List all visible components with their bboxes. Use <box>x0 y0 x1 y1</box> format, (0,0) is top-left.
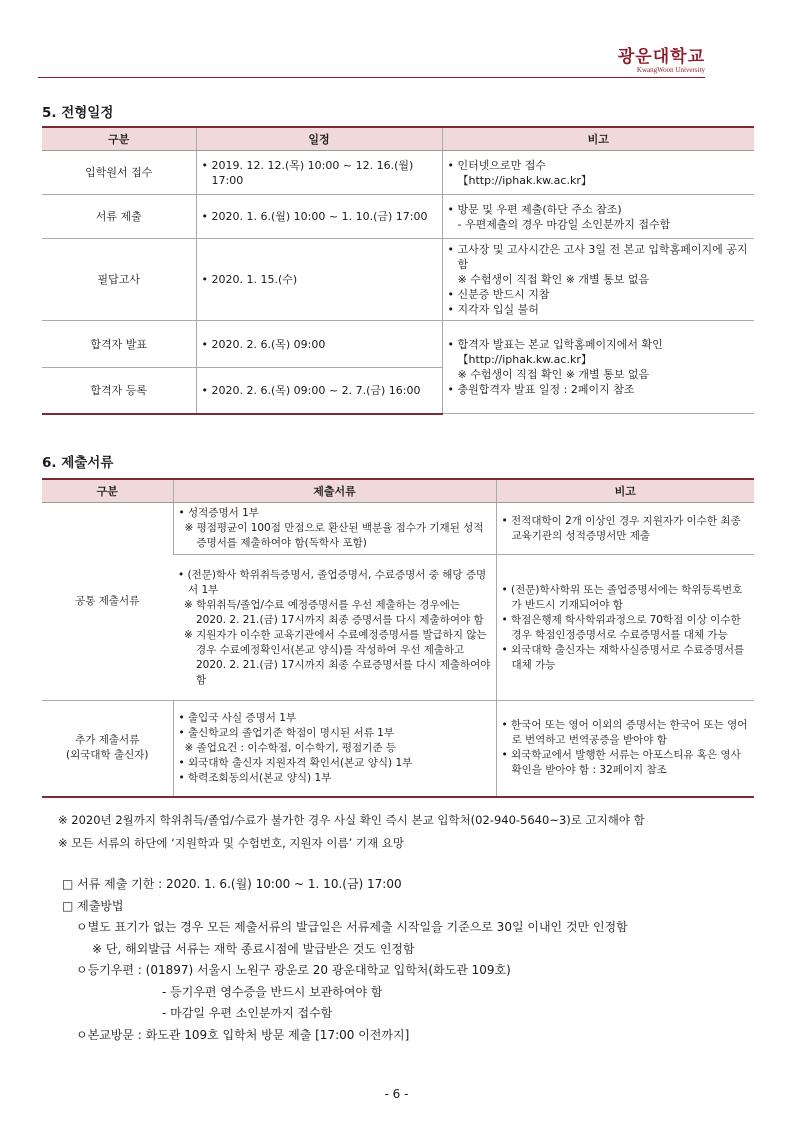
section6-title: 6. 제출서류 <box>42 455 114 471</box>
table-row: 입학원서 접수 • 2019. 12. 12.(목) 10:00 ~ 12. 16.(월) 17:00 • 인터넷으로만 접수 【http://iphak.kw.ac.kr】 <box>42 151 754 195</box>
table-row: 필답고사 • 2020. 1. 15.(수) • 고사장 및 고사시간은 고사 3일 전 본교 입학홈페이지에 공지함 ※ 수험생이 직접 확인 ※ 개별 통보 없음 • 신분증 반드시 지참 • 지각자 입실 불허 <box>42 239 754 321</box>
documents-table: 구분 제출서류 비고 공통 제출서류 • 성적증명서 1부 ※ 평점평균이 100점 만점으로 환산된 백분율 점수가 기재된 성적증명서를 제출하여야 함(독학사 포함) • 전적대학이 2개 이상인 경우 지원자가 이수한 최종 교육기관의 성적증명서만 제출 • (전문)학사 학위취득증명서, 졸업증명서, 수료증명서 중 해당 증명서 1부 ※ 학위취득/졸업/수료 예정증명서를 우선 제출하는 경우에는 2020. 2. 21.(금) 17시까지 최종 증명서를 다시 제출하여야 함 ※ 지원자가 이수한 교육기관에서 수료예정증명서를 발급하지 않는 경우 수료예정확인서(본교 양식)를 작성하여 우선 제출하고 2020. 2. 21.(금) 17시까지 최종 수료증명서를 다시 제출하여야 함 • (전문)학사학위 또는 졸업증명서에는 학위등록번호가 반드시 기재되어야 함 • 학점은행제 학사학위과정으로 70학점 이상 이수한 경우 학점인정증명서로 수료증명서를 대체 가능 • 외국대학 출신자는 재학사실증명서로 수료증명서를 대체 가능 추가 제출서류 (외국대학 출신자) • 출입국 사실 증명서 1부 • 출신학교의 졸업기준 학점이 명시된 서류 1부 ※ 졸업요건 : 이수학점, 이수학기, 평점기준 등 • 외국대학 출신자 지원자격 확인서(본교 양식) 1부 • 학력조회동의서(본교 양식) 1부 • 한국어 또는 영어 이외의 증명서는 한국어 또는 영어로 번역하고 번역공증을 받아야 함 • 외국학교에서 발행한 서류는 아포스티유 혹은 영사확인을 받아야 함 : 32페이지 참조 <box>42 478 754 798</box>
submission-deadline: □ 서류 제출 기한 : 2020. 1. 6.(월) 10:00 ~ 1. 10.(금) 17:00 <box>62 877 402 891</box>
section5-title: 5. 전형일정 <box>42 105 114 121</box>
logo-english: KwangWoon University <box>636 66 705 74</box>
table-row: 합격자 발표 • 2020. 2. 6.(목) 09:00 • 합격자 발표는 본교 입학홈페이지에서 확인 【http://iphak.kw.ac.kr】 ※ 수험생이 직접 확인 ※ 개별 통보 없음 • 충원합격자 발표 일정 : 2페이지 참조 <box>42 321 754 368</box>
submission-section: □ 서류 제출 기한 : 2020. 1. 6.(월) 10:00 ~ 1. 10.(금) 17:00 □ 제출방법 ㅇ별도 표기가 없는 경우 모든 제출서류의 발급일은 서류제출 시작일을 기준으로 30일 이내인 것만 인정함 ※ 단, 해외발급 서류는 재학 종료시점에 발급받은 것도 인정함 ㅇ등기우편 : (01897) 서울시 노원구 광운로 20 광운대학교 입학처(화도관 109호) - 등기우편 영수증을 반드시 보관하여야 함 - 마감일 우편 소인분까지 접수함 ㅇ본교방문 : 화도관 109호 입학처 방문 제출 [17:00 이전까지] <box>62 874 628 1046</box>
table-row: 공통 제출서류 • 성적증명서 1부 ※ 평점평균이 100점 만점으로 환산된 백분율 점수가 기재된 성적증명서를 제출하여야 함(독학사 포함) • 전적대학이 2개 이상인 경우 지원자가 이수한 최종 교육기관의 성적증명서만 제출 <box>42 503 754 555</box>
note-line: ※ 모든 서류의 하단에 ‘지원학과 및 수험번호, 지원자 이름’ 기재 요망 <box>58 836 404 850</box>
note-line: ※ 2020년 2월까지 학위취득/졸업/수료가 불가한 경우 사실 확인 즉시 본교 입학처(02-940-5640~3)로 고지해야 함 <box>58 813 645 827</box>
table-row: 합격자 등록 • 2020. 2. 6.(목) 09:00 ~ 2. 7.(금) 16:00 <box>42 368 754 414</box>
university-logo <box>618 48 705 75</box>
col-category: 구분 <box>42 127 196 151</box>
schedule-table <box>42 126 754 415</box>
notes <box>58 809 645 855</box>
table-row: 추가 제출서류 (외국대학 출신자) • 출입국 사실 증명서 1부 • 출신학교의 졸업기준 학점이 명시된 서류 1부 ※ 졸업요건 : 이수학점, 이수학기, 평점기준 등 • 외국대학 출신자 지원자격 확인서(본교 양식) 1부 • 학력조회동의서(본교 양식) 1부 • 한국어 또는 영어 이외의 증명서는 한국어 또는 영어로 번역하고 번역공증을 받아야 함 • 외국학교에서 발행한 서류는 아포스티유 혹은 영사확인을 받아야 함 : 32페이지 참조 <box>42 701 754 797</box>
header-divider <box>38 77 705 78</box>
page-number: - 6 - <box>384 1087 409 1101</box>
method-title: □ 제출방법 <box>62 898 124 913</box>
col-schedule: 일정 <box>196 127 442 151</box>
col-remarks: 비고 <box>442 127 754 151</box>
table-row: 서류 제출 • 2020. 1. 6.(월) 10:00 ~ 1. 10.(금) 17:00 • 방문 및 우편 제출(하단 주소 참조) - 우편제출의 경우 마감일 소인분까지 접수함 <box>42 195 754 239</box>
logo-korean: 광운대학교 <box>617 47 705 67</box>
table-row: • (전문)학사 학위취득증명서, 졸업증명서, 수료증명서 중 해당 증명서 1부 ※ 학위취득/졸업/수료 예정증명서를 우선 제출하는 경우에는 2020. 2. 21.(금) 17시까지 최종 증명서를 다시 제출하여야 함 ※ 지원자가 이수한 교육기관에서 수료예정증명서를 발급하지 않는 경우 수료예정확인서(본교 양식)를 작성하여 우선 제출하고 2020. 2. 21.(금) 17시까지 최종 수료증명서를 다시 제출하여야 함 • (전문)학사학위 또는 졸업증명서에는 학위등록번호가 반드시 기재되어야 함 • 학점은행제 학사학위과정으로 70학점 이상 이수한 경우 학점인정증명서로 수료증명서를 대체 가능 • 외국대학 출신자는 재학사실증명서로 수료증명서를 대체 가능 <box>42 555 754 701</box>
